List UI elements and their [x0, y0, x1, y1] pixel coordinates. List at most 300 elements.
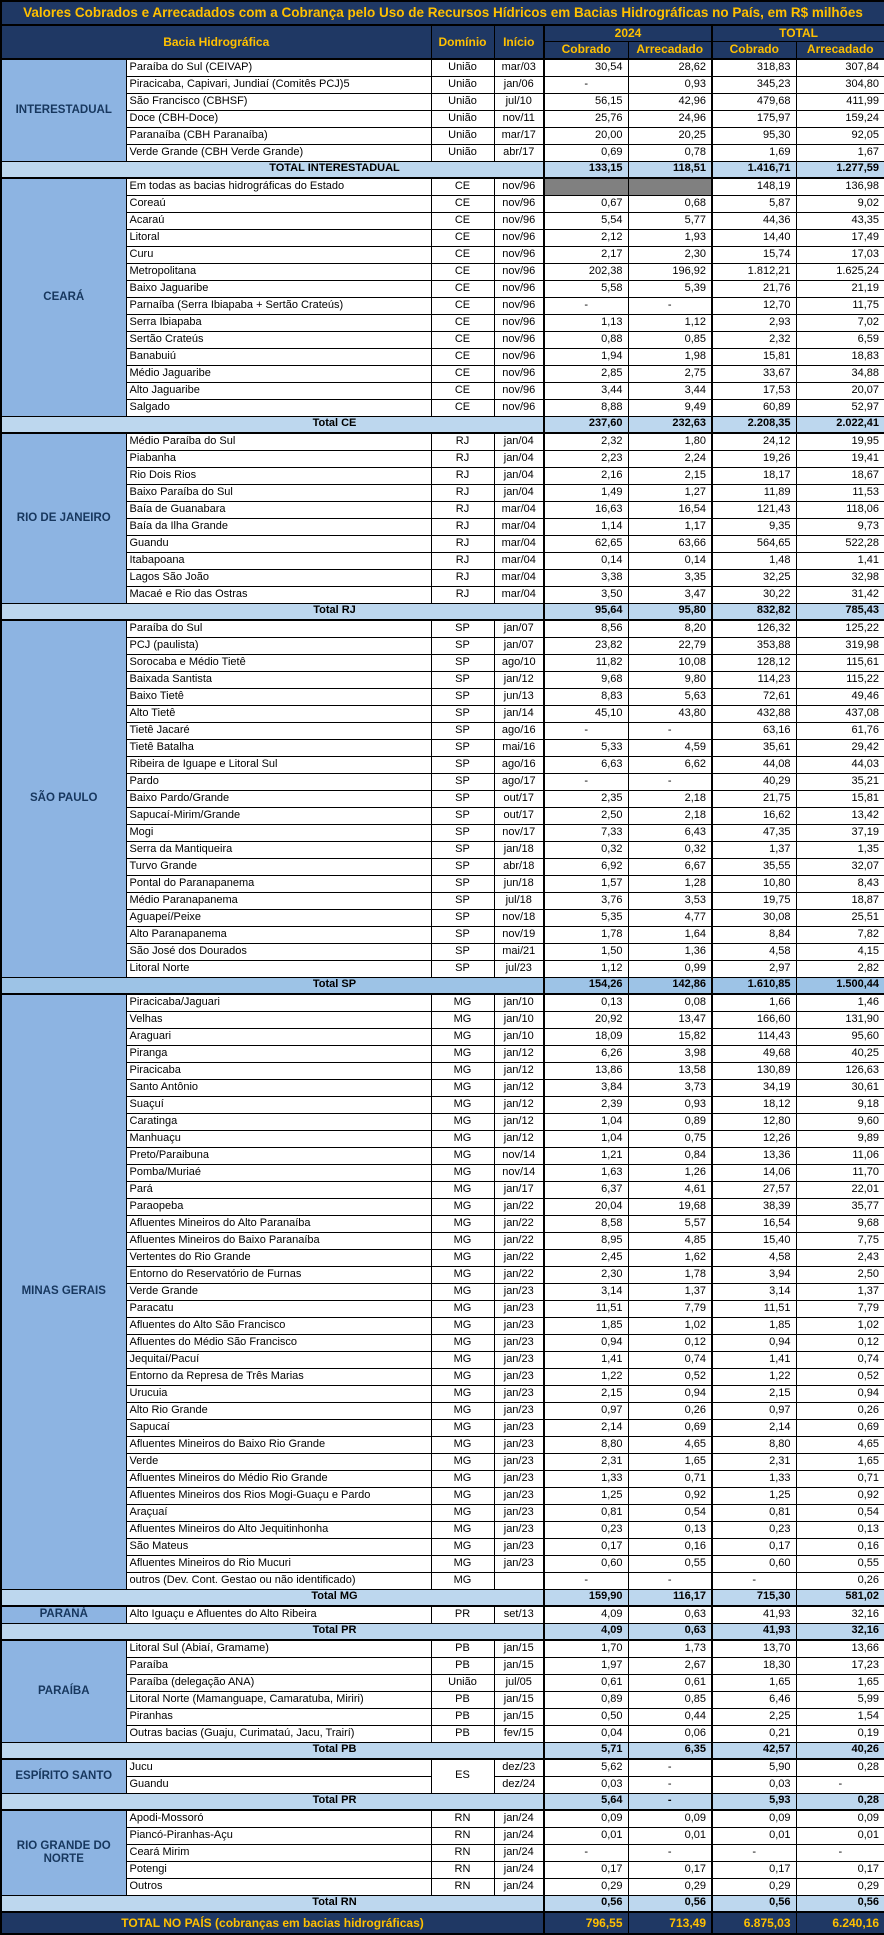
value-cell: 307,84	[796, 59, 884, 76]
value-cell: 2,16	[544, 467, 628, 484]
value-cell: 0,17	[544, 1538, 628, 1555]
value-cell: 2,30	[544, 1266, 628, 1283]
start-date-cell: jan/24	[494, 1844, 544, 1861]
value-cell: 4,59	[628, 739, 712, 756]
table-row	[1, 1062, 884, 1079]
start-date-cell: mar/04	[494, 569, 544, 586]
basin-name-cell: Serra da Mantiqueira	[126, 841, 431, 858]
table-row	[1, 518, 884, 535]
value-cell: 0,29	[712, 1878, 796, 1895]
value-cell: 32,07	[796, 858, 884, 875]
value-cell: 0,17	[796, 1861, 884, 1878]
basin-name-cell: Apodi-Mossoró	[126, 1810, 431, 1827]
start-date-cell: jan/24	[494, 1861, 544, 1878]
basin-name-cell: Piracicaba, Capivari, Jundiaí (Comitês PCJ)5	[126, 76, 431, 93]
value-cell: 11,75	[796, 297, 884, 314]
domain-cell: MG	[431, 1096, 494, 1113]
value-cell: 20,25	[628, 127, 712, 144]
table-row	[1, 365, 884, 382]
start-date-cell: jan/12	[494, 1130, 544, 1147]
value-cell: 318,83	[712, 59, 796, 76]
value-cell: 29,42	[796, 739, 884, 756]
value-cell: 0,32	[544, 841, 628, 858]
value-cell: 2,67	[628, 1657, 712, 1674]
group-label: MINAS GERAIS	[1, 994, 126, 1589]
start-date-cell: mar/04	[494, 586, 544, 603]
basin-name-cell: Paraopeba	[126, 1198, 431, 1215]
domain-cell: SP	[431, 722, 494, 739]
basin-name-cell: Sertão Crateús	[126, 331, 431, 348]
value-cell: 0,16	[628, 1538, 712, 1555]
value-cell: 14,40	[712, 229, 796, 246]
value-cell: 9,02	[796, 195, 884, 212]
value-cell: -	[712, 1572, 796, 1589]
value-cell: 136,98	[796, 178, 884, 195]
start-date-cell: nov/96	[494, 195, 544, 212]
group-total-row	[1, 603, 884, 620]
group-total-value: 581,02	[796, 1589, 884, 1606]
value-cell: 0,61	[544, 1674, 628, 1691]
basin-name-cell: Serra Ibiapaba	[126, 314, 431, 331]
value-cell: 3,47	[628, 586, 712, 603]
value-cell: 12,26	[712, 1130, 796, 1147]
value-cell: 118,06	[796, 501, 884, 518]
domain-cell: SP	[431, 671, 494, 688]
start-date-cell: jan/22	[494, 1249, 544, 1266]
start-date-cell: mai/21	[494, 943, 544, 960]
start-date-cell: jan/23	[494, 1538, 544, 1555]
start-date-cell: ago/17	[494, 773, 544, 790]
group-total-label: Total PR	[126, 1793, 544, 1810]
domain-cell: MG	[431, 1351, 494, 1368]
domain-cell: MG	[431, 1368, 494, 1385]
group-total-value: 832,82	[712, 603, 796, 620]
domain-cell: MG	[431, 1164, 494, 1181]
value-cell: 522,28	[796, 535, 884, 552]
domain-cell: RJ	[431, 552, 494, 569]
group-label: PARANÁ	[1, 1606, 126, 1623]
domain-cell: RN	[431, 1878, 494, 1895]
value-cell: 411,99	[796, 93, 884, 110]
value-cell: 21,19	[796, 280, 884, 297]
value-cell: 16,62	[712, 807, 796, 824]
table-row	[1, 93, 884, 110]
group-total-value: 5,71	[544, 1742, 628, 1759]
value-cell: 3,44	[628, 382, 712, 399]
domain-cell: MG	[431, 1402, 494, 1419]
start-date-cell: jan/10	[494, 1028, 544, 1045]
group-total-spacer	[1, 1589, 126, 1606]
value-cell: 130,89	[712, 1062, 796, 1079]
table-row	[1, 246, 884, 263]
basin-name-cell: Piracicaba/Jaguari	[126, 994, 431, 1011]
value-cell: 5,39	[628, 280, 712, 297]
value-cell: 1,85	[712, 1317, 796, 1334]
basin-name-cell: Salgado	[126, 399, 431, 416]
table-row	[1, 1572, 884, 1589]
value-cell: 20,00	[544, 127, 628, 144]
start-date-cell: ago/10	[494, 654, 544, 671]
domain-cell: PR	[431, 1606, 494, 1623]
group-total-spacer	[1, 161, 126, 178]
value-cell: 0,03	[712, 1776, 796, 1793]
value-cell: 21,76	[712, 280, 796, 297]
value-cell: 114,43	[712, 1028, 796, 1045]
value-cell: 13,42	[796, 807, 884, 824]
table-row	[1, 1096, 884, 1113]
group-total-label: Total SP	[126, 977, 544, 994]
value-cell: 121,43	[712, 501, 796, 518]
domain-cell: União	[431, 110, 494, 127]
start-date-cell: nov/96	[494, 246, 544, 263]
value-cell: 0,74	[628, 1351, 712, 1368]
value-cell: 0,13	[544, 994, 628, 1011]
basin-name-cell: Afluentes do Médio São Francisco	[126, 1334, 431, 1351]
grand-total-row	[1, 1912, 884, 1934]
value-cell: 6,62	[628, 756, 712, 773]
value-cell: 16,54	[712, 1215, 796, 1232]
value-cell: 4,77	[628, 909, 712, 926]
table-row	[1, 1028, 884, 1045]
basin-name-cell: Paraíba do Sul (CEIVAP)	[126, 59, 431, 76]
value-cell: 6,46	[712, 1691, 796, 1708]
value-cell: 0,55	[796, 1555, 884, 1572]
table-row	[1, 1538, 884, 1555]
start-date-cell: jan/23	[494, 1504, 544, 1521]
value-cell: 45,10	[544, 705, 628, 722]
table-row	[1, 1266, 884, 1283]
domain-cell: MG	[431, 1555, 494, 1572]
value-cell: 126,32	[712, 620, 796, 637]
value-cell: 44,08	[712, 756, 796, 773]
group-label: ESPÍRITO SANTO	[1, 1759, 126, 1793]
domain-cell: MG	[431, 1283, 494, 1300]
domain-cell: SP	[431, 688, 494, 705]
domain-cell: MG	[431, 1215, 494, 1232]
basin-name-cell: Suaçuí	[126, 1096, 431, 1113]
basin-name-cell: Outras bacias (Guaju, Curimataú, Jacu, Trairí)	[126, 1725, 431, 1742]
start-date-cell: nov/96	[494, 280, 544, 297]
basin-name-cell: Verde Grande	[126, 1283, 431, 1300]
table-row	[1, 1470, 884, 1487]
start-date-cell: mar/17	[494, 127, 544, 144]
basin-name-cell: Acaraú	[126, 212, 431, 229]
domain-cell: CE	[431, 314, 494, 331]
start-date-cell: jan/22	[494, 1215, 544, 1232]
table-row	[1, 892, 884, 909]
value-cell: 60,89	[712, 399, 796, 416]
domain-cell: MG	[431, 1130, 494, 1147]
value-cell: 0,97	[544, 1402, 628, 1419]
domain-cell: PB	[431, 1691, 494, 1708]
value-cell: 9,49	[628, 399, 712, 416]
value-cell: 2,25	[712, 1708, 796, 1725]
basin-name-cell: Preto/Paraibuna	[126, 1147, 431, 1164]
start-date-cell: jul/10	[494, 93, 544, 110]
value-cell: 1,65	[712, 1674, 796, 1691]
value-cell: 19,95	[796, 433, 884, 450]
value-cell: 35,55	[712, 858, 796, 875]
basin-name-cell: Baía de Guanabara	[126, 501, 431, 518]
table-row	[1, 144, 884, 161]
table-row	[1, 1844, 884, 1861]
domain-cell: MG	[431, 1011, 494, 1028]
value-cell: 0,21	[712, 1725, 796, 1742]
group-total-value: 237,60	[544, 416, 628, 433]
basin-name-cell: Entorno da Represa de Três Marias	[126, 1368, 431, 1385]
value-cell: 11,06	[796, 1147, 884, 1164]
value-cell: 7,02	[796, 314, 884, 331]
value-cell: 25,51	[796, 909, 884, 926]
value-cell: 115,22	[796, 671, 884, 688]
value-cell: -	[628, 1572, 712, 1589]
start-date-cell: jan/24	[494, 1878, 544, 1895]
table-row	[1, 382, 884, 399]
basin-name-cell: Pardo	[126, 773, 431, 790]
group-total-label: Total RJ	[126, 603, 544, 620]
value-cell: 52,97	[796, 399, 884, 416]
table-row	[1, 450, 884, 467]
basin-name-cell: Tietê Batalha	[126, 739, 431, 756]
start-date-cell: jan/23	[494, 1521, 544, 1538]
start-date-cell: jan/17	[494, 1181, 544, 1198]
value-cell: -	[628, 1776, 712, 1793]
header-row-groups	[1, 25, 884, 41]
value-cell: 1,12	[544, 960, 628, 977]
value-cell: 23,82	[544, 637, 628, 654]
basin-name-cell: Alto Tietê	[126, 705, 431, 722]
value-cell: 1,46	[796, 994, 884, 1011]
table-row	[1, 314, 884, 331]
basin-name-cell: Santo Antônio	[126, 1079, 431, 1096]
domain-cell: União	[431, 1674, 494, 1691]
start-date-cell: jan/23	[494, 1385, 544, 1402]
value-cell: 22,01	[796, 1181, 884, 1198]
value-cell: 1,62	[628, 1249, 712, 1266]
table-row	[1, 1300, 884, 1317]
basin-name-cell: Litoral Sul (Abiaí, Gramame)	[126, 1640, 431, 1657]
value-cell: 20,04	[544, 1198, 628, 1215]
start-date-cell: jan/23	[494, 1351, 544, 1368]
value-cell: 2,97	[712, 960, 796, 977]
table-row	[1, 280, 884, 297]
domain-cell: PB	[431, 1640, 494, 1657]
table-row	[1, 501, 884, 518]
domain-cell: SP	[431, 875, 494, 892]
value-cell: 6,43	[628, 824, 712, 841]
table-row	[1, 1521, 884, 1538]
value-cell: 564,65	[712, 535, 796, 552]
group-total-label: Total PB	[126, 1742, 544, 1759]
value-cell: 0,17	[712, 1538, 796, 1555]
domain-cell: CE	[431, 348, 494, 365]
domain-cell: PB	[431, 1725, 494, 1742]
table-row	[1, 297, 884, 314]
value-cell: 0,94	[712, 1334, 796, 1351]
value-cell: 5,99	[796, 1691, 884, 1708]
table-row	[1, 739, 884, 756]
domain-cell: RN	[431, 1827, 494, 1844]
start-date-cell: jan/10	[494, 994, 544, 1011]
basin-name-cell: Piranga	[126, 1045, 431, 1062]
group-total-value: 6,35	[628, 1742, 712, 1759]
start-date-cell: nov/11	[494, 110, 544, 127]
table-row	[1, 1878, 884, 1895]
start-date-cell: nov/96	[494, 399, 544, 416]
table-row	[1, 722, 884, 739]
domain-cell: MG	[431, 1538, 494, 1555]
value-cell: 0,52	[628, 1368, 712, 1385]
value-cell: 8,43	[796, 875, 884, 892]
table-row	[1, 1181, 884, 1198]
group-total-label: Total PR	[126, 1623, 544, 1640]
basin-name-cell: Alto Jaguaribe	[126, 382, 431, 399]
value-cell: 40,29	[712, 773, 796, 790]
value-cell: 0,67	[544, 195, 628, 212]
domain-cell: MG	[431, 994, 494, 1011]
start-date-cell: nov/14	[494, 1164, 544, 1181]
value-cell: -	[544, 76, 628, 93]
table-row	[1, 1130, 884, 1147]
start-date-cell: fev/15	[494, 1725, 544, 1742]
basin-name-cell: Lagos São João	[126, 569, 431, 586]
group-total-value: 0,56	[628, 1895, 712, 1912]
table-row	[1, 1810, 884, 1827]
value-cell: 30,54	[544, 59, 628, 76]
table-row	[1, 824, 884, 841]
basin-name-cell: Araçuaí	[126, 1504, 431, 1521]
basin-name-cell: Manhuaçu	[126, 1130, 431, 1147]
value-cell: 19,68	[628, 1198, 712, 1215]
domain-cell: RJ	[431, 433, 494, 450]
value-cell: 0,23	[712, 1521, 796, 1538]
value-cell: 304,80	[796, 76, 884, 93]
start-date-cell: dez/23	[494, 1759, 544, 1776]
value-cell: 479,68	[712, 93, 796, 110]
table-row	[1, 76, 884, 93]
basin-name-cell: Caratinga	[126, 1113, 431, 1130]
table-row	[1, 399, 884, 416]
table-row	[1, 909, 884, 926]
basin-name-cell: Macaé e Rio das Ostras	[126, 586, 431, 603]
value-cell: 11,70	[796, 1164, 884, 1181]
value-cell: 61,76	[796, 722, 884, 739]
value-cell	[628, 178, 712, 195]
group-label: CEARÁ	[1, 178, 126, 416]
group-total-spacer	[1, 1623, 126, 1640]
group-total-value: 118,51	[628, 161, 712, 178]
basin-name-cell: Piabanha	[126, 450, 431, 467]
domain-cell: SP	[431, 926, 494, 943]
value-cell: 0,01	[628, 1827, 712, 1844]
value-cell: 0,60	[544, 1555, 628, 1572]
value-cell: 4,65	[628, 1436, 712, 1453]
start-date-cell: abr/17	[494, 144, 544, 161]
value-cell: 3,73	[628, 1079, 712, 1096]
table-row	[1, 1436, 884, 1453]
value-cell: 126,63	[796, 1062, 884, 1079]
value-cell: 95,60	[796, 1028, 884, 1045]
value-cell: 1,14	[544, 518, 628, 535]
start-date-cell: jan/15	[494, 1708, 544, 1725]
table-row	[1, 1725, 884, 1742]
value-cell: 1,67	[796, 144, 884, 161]
value-cell: 0,69	[544, 144, 628, 161]
group-total-value: 5,64	[544, 1793, 628, 1810]
value-cell: 13,70	[712, 1640, 796, 1657]
basin-name-cell: Baixo Jaguaribe	[126, 280, 431, 297]
domain-cell: RJ	[431, 501, 494, 518]
value-cell: 2,35	[544, 790, 628, 807]
value-cell: 5,62	[544, 1759, 628, 1776]
start-date-cell: jan/23	[494, 1334, 544, 1351]
domain-cell: RJ	[431, 586, 494, 603]
value-cell: 1,26	[628, 1164, 712, 1181]
value-cell: 0,69	[796, 1419, 884, 1436]
domain-cell: SP	[431, 790, 494, 807]
domain-cell: CE	[431, 263, 494, 280]
value-cell: 6,63	[544, 756, 628, 773]
value-cell: 7,79	[628, 1300, 712, 1317]
basin-name-cell: Litoral Norte (Mamanguape, Camaratuba, Miriri)	[126, 1691, 431, 1708]
value-cell: 9,68	[544, 671, 628, 688]
domain-cell: SP	[431, 807, 494, 824]
value-cell: 1,85	[544, 1317, 628, 1334]
value-cell: 18,17	[712, 467, 796, 484]
value-cell: 0,44	[628, 1708, 712, 1725]
start-date-cell: nov/18	[494, 909, 544, 926]
start-date-cell: mar/03	[494, 59, 544, 76]
value-cell: 0,28	[796, 1759, 884, 1776]
value-cell: 0,93	[628, 1096, 712, 1113]
start-date-cell: jan/23	[494, 1317, 544, 1334]
basin-name-cell: Mogi	[126, 824, 431, 841]
value-cell: -	[628, 297, 712, 314]
basin-name-cell: Médio Paraíba do Sul	[126, 433, 431, 450]
start-date-cell: jan/12	[494, 1045, 544, 1062]
group-total-spacer	[1, 1895, 126, 1912]
start-date-cell: jul/05	[494, 1674, 544, 1691]
value-cell: 1,49	[544, 484, 628, 501]
value-cell: 92,05	[796, 127, 884, 144]
value-cell: 0,14	[628, 552, 712, 569]
value-cell: 8,95	[544, 1232, 628, 1249]
group-total-spacer	[1, 1793, 126, 1810]
basin-name-cell: Metropolitana	[126, 263, 431, 280]
value-cell: 8,20	[628, 620, 712, 637]
value-cell: 47,35	[712, 824, 796, 841]
table-row	[1, 620, 884, 637]
group-total-row	[1, 1895, 884, 1912]
basin-name-cell: Vertentes do Rio Grande	[126, 1249, 431, 1266]
value-cell: 0,71	[628, 1470, 712, 1487]
domain-cell: SP	[431, 756, 494, 773]
value-cell: 1,78	[544, 926, 628, 943]
table-row	[1, 1827, 884, 1844]
value-cell: 0,54	[628, 1504, 712, 1521]
group-total-value: 0,56	[712, 1895, 796, 1912]
basin-name-cell: Baixo Paraíba do Sul	[126, 484, 431, 501]
value-cell: 0,04	[544, 1725, 628, 1742]
value-cell: 11,89	[712, 484, 796, 501]
domain-cell: RJ	[431, 518, 494, 535]
value-cell: 0,94	[628, 1385, 712, 1402]
group-total-value: 95,80	[628, 603, 712, 620]
value-cell: 1,37	[712, 841, 796, 858]
basin-name-cell: Piranhas	[126, 1708, 431, 1725]
value-cell: 18,87	[796, 892, 884, 909]
value-cell: 202,38	[544, 263, 628, 280]
